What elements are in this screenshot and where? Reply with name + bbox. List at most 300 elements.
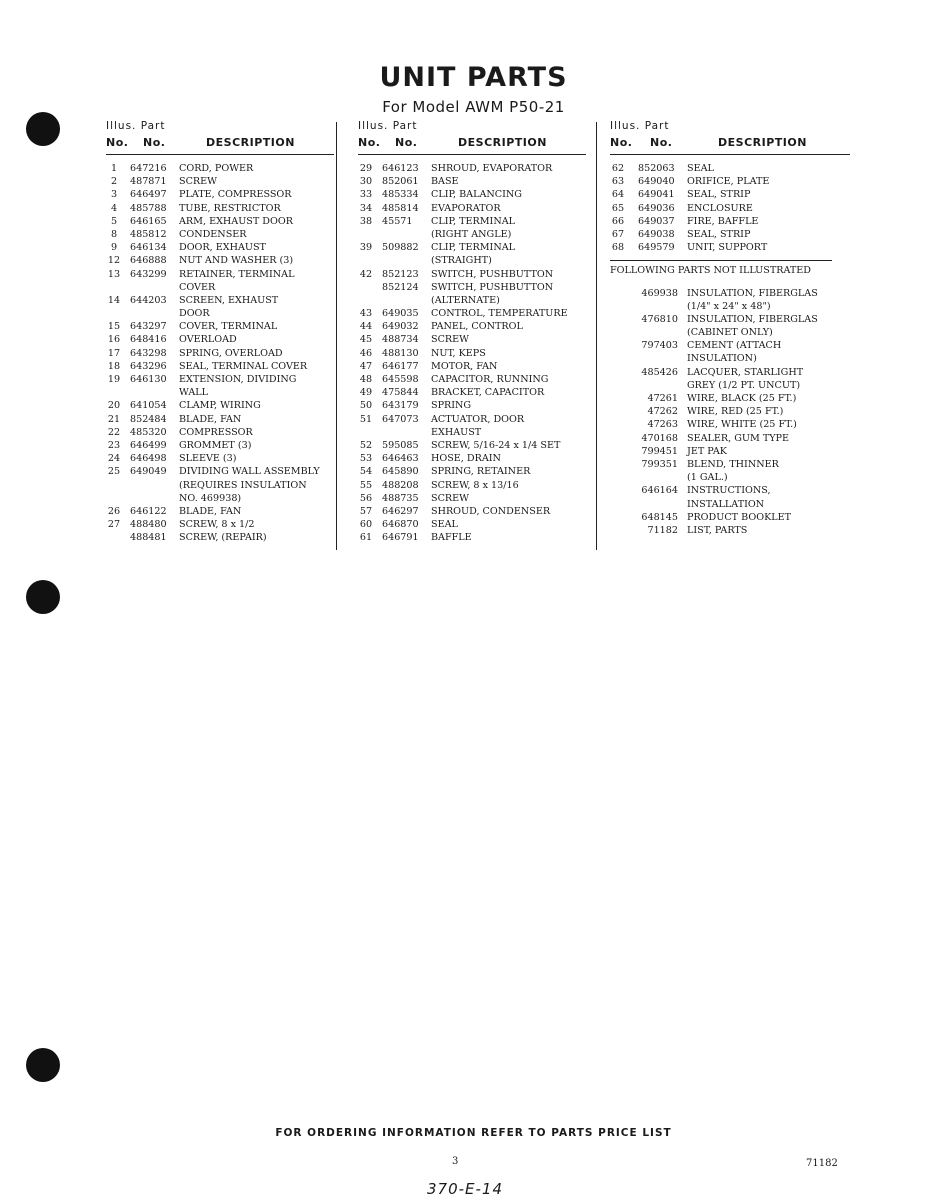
description: JET PAK (687, 445, 727, 457)
description: INSULATION, FIBERGLAS (687, 287, 818, 299)
binder-hole-bottom (26, 1048, 60, 1082)
parts-row (358, 241, 586, 254)
part-no: 488480 (130, 519, 167, 531)
illus-no: 39 (359, 242, 373, 254)
illus-no: 55 (359, 479, 373, 491)
parts-row (106, 452, 334, 465)
description: INSTALLATION (687, 498, 765, 510)
parts-row (358, 307, 586, 320)
description: SEAL, TERMINAL COVER (179, 360, 308, 372)
header-description: DESCRIPTION (206, 136, 295, 149)
description: (ALTERNATE) (431, 294, 500, 306)
header-description: DESCRIPTION (718, 136, 807, 149)
parts-row (358, 175, 586, 188)
illus-no: 56 (359, 492, 373, 504)
illus-no: 51 (359, 413, 373, 425)
part-no: 485320 (130, 426, 167, 438)
part-no: 649579 (638, 242, 675, 254)
parts-row (358, 439, 586, 452)
illus-no: 38 (359, 215, 373, 227)
parts-row (106, 254, 334, 267)
part-no: 643298 (130, 347, 167, 359)
parts-row (106, 268, 334, 281)
part-no: 852063 (638, 163, 675, 174)
column-header (610, 120, 850, 154)
parts-row (358, 399, 586, 412)
parts-row (106, 175, 334, 188)
description: GROMMET (3) (179, 439, 252, 451)
parts-row (610, 215, 850, 228)
parts-column-1 (106, 120, 334, 544)
description: OVERLOAD (179, 334, 237, 346)
parts-list (358, 162, 586, 544)
header-part-no: No. (395, 136, 418, 149)
description: SCREW, 8 x 13/16 (431, 479, 519, 491)
part-no: 646164 (641, 485, 678, 497)
column-divider-2 (596, 122, 597, 550)
description: BLADE, FAN (179, 505, 242, 517)
illus-no: 26 (107, 505, 121, 517)
illus-no: 66 (611, 215, 625, 227)
parts-row (358, 505, 586, 518)
not-illustrated-row (610, 287, 850, 300)
description: SHROUD, CONDENSER (431, 505, 551, 517)
part-no: 47262 (647, 406, 678, 418)
description: (STRAIGHT) (431, 255, 492, 267)
header-part-no: No. (650, 136, 673, 149)
description: PLATE, COMPRESSOR (179, 189, 292, 201)
part-no: 485814 (382, 202, 419, 214)
header-rule (106, 154, 334, 155)
description: INSULATION, FIBERGLAS (687, 313, 818, 325)
description: SLEEVE (3) (179, 453, 237, 465)
parts-row (358, 162, 586, 175)
part-no: 488208 (382, 479, 419, 491)
section-divider (610, 260, 832, 261)
description: SPRING, OVERLOAD (179, 347, 283, 359)
parts-row (106, 333, 334, 346)
description: NO. 469938) (179, 492, 242, 504)
parts-row (610, 241, 850, 254)
parts-row (610, 175, 850, 188)
illus-no: 18 (107, 360, 121, 372)
parts-row (106, 281, 334, 294)
part-no: 485426 (641, 366, 678, 378)
not-illustrated-row (610, 524, 850, 537)
parts-row (358, 333, 586, 346)
part-no: 649032 (382, 321, 419, 333)
illus-no: 2 (110, 176, 118, 188)
handwritten-note: 370-E-14 (427, 1180, 504, 1198)
part-no: 852061 (382, 176, 419, 188)
description: CONTROL, TEMPERATURE (431, 308, 568, 320)
part-no: 649035 (382, 308, 419, 320)
description: BASE (431, 176, 459, 188)
not-illustrated-heading: FOLLOWING PARTS NOT ILLUSTRATED (610, 265, 811, 277)
part-no: 649038 (638, 228, 675, 240)
description: WIRE, WHITE (25 FT.) (687, 419, 797, 431)
illus-no: 29 (359, 163, 373, 174)
illus-no: 33 (359, 189, 373, 201)
part-no: 799351 (641, 458, 678, 470)
part-no: 646499 (130, 439, 167, 451)
description: ORIFICE, PLATE (687, 176, 770, 188)
part-no: 488734 (382, 334, 419, 346)
illus-no: 3 (110, 189, 118, 201)
not-illustrated-row (610, 498, 850, 511)
parts-row (358, 413, 586, 426)
parts-row (106, 162, 334, 175)
parts-row (358, 452, 586, 465)
parts-row (106, 188, 334, 201)
page-number: 3 (452, 1156, 459, 1167)
parts-row (358, 465, 586, 478)
parts-row (106, 307, 334, 320)
not-illustrated-row (610, 418, 850, 431)
illus-no: 12 (107, 255, 121, 267)
not-illustrated-row (610, 458, 850, 471)
part-no: 646870 (382, 519, 419, 531)
parts-row (358, 347, 586, 360)
part-no: 649049 (130, 466, 167, 478)
part-no: 488130 (382, 347, 419, 359)
description: BLEND, THINNER (687, 458, 779, 470)
part-no: 45571 (382, 215, 413, 227)
description: BRACKET, CAPACITOR (431, 387, 545, 399)
description: LIST, PARTS (687, 524, 748, 536)
description: SCREW (431, 492, 470, 504)
description: EVAPORATOR (431, 202, 501, 214)
description: (REQUIRES INSULATION (179, 479, 307, 491)
part-no: 470168 (641, 432, 678, 444)
illus-no: 8 (110, 228, 118, 240)
parts-row (358, 294, 586, 307)
part-no: 649040 (638, 176, 675, 188)
part-no: 649036 (638, 202, 675, 214)
illus-no: 53 (359, 453, 373, 465)
parts-row (358, 281, 586, 294)
description: EXTENSION, DIVIDING (179, 374, 297, 385)
illus-no: 62 (611, 163, 625, 174)
description: FIRE, BAFFLE (687, 215, 759, 227)
illus-no: 24 (107, 453, 121, 465)
illus-no: 15 (107, 321, 121, 333)
part-no: 509882 (382, 242, 419, 254)
illus-no: 44 (359, 321, 373, 333)
description: SEAL (431, 519, 458, 531)
illus-no: 42 (359, 268, 373, 280)
description: RETAINER, TERMINAL (179, 268, 295, 280)
description: SEAL, STRIP (687, 189, 751, 201)
description: DOOR (179, 308, 210, 320)
description: (1/4" x 24" x 48") (687, 300, 771, 312)
column-header (358, 120, 586, 154)
parts-row (106, 228, 334, 241)
parts-row (358, 492, 586, 505)
part-no: 645890 (382, 466, 419, 478)
part-no: 646177 (382, 360, 419, 372)
parts-row (358, 188, 586, 201)
header-part-no: No. (143, 136, 166, 149)
illus-no: 50 (359, 400, 373, 412)
parts-row (106, 531, 334, 544)
description: SEALER, GUM TYPE (687, 432, 790, 444)
description: SWITCH, PUSHBUTTON (431, 268, 554, 280)
illus-no: 54 (359, 466, 373, 478)
parts-list (610, 162, 850, 254)
part-no: 644203 (130, 294, 167, 306)
parts-row (106, 518, 334, 531)
illus-no: 48 (359, 374, 373, 385)
illus-no: 47 (359, 360, 373, 372)
not-illustrated-list (610, 287, 850, 538)
description: HOSE, DRAIN (431, 453, 501, 465)
part-no: 852124 (382, 281, 419, 293)
illus-no: 13 (107, 268, 121, 280)
illus-no: 4 (110, 202, 118, 214)
description: CLAMP, WIRING (179, 400, 261, 412)
part-no: 643296 (130, 360, 167, 372)
description: COMPRESSOR (179, 426, 253, 438)
parts-row (610, 228, 850, 241)
illus-no: 43 (359, 308, 373, 320)
not-illustrated-row (610, 445, 850, 458)
illus-no: 34 (359, 202, 373, 214)
parts-row (358, 215, 586, 228)
parts-row (106, 479, 334, 492)
description: INSULATION) (687, 353, 757, 365)
description: BAFFLE (431, 532, 472, 544)
part-no: 797403 (641, 340, 678, 352)
part-no: 485334 (382, 189, 419, 201)
part-no: 647216 (130, 163, 167, 174)
description: CONDENSER (179, 228, 247, 240)
description: DIVIDING WALL ASSEMBLY (179, 466, 320, 478)
parts-row (106, 439, 334, 452)
not-illustrated-row (610, 366, 850, 379)
parts-column-2 (358, 120, 586, 544)
not-illustrated-row (610, 471, 850, 484)
part-no: 595085 (382, 439, 419, 451)
binder-hole-top (26, 112, 60, 146)
part-no: 648145 (641, 511, 678, 523)
header-illus-part: Illus. Part (610, 120, 670, 132)
description: ARM, EXHAUST DOOR (179, 215, 293, 227)
part-no: 852123 (382, 268, 419, 280)
description: ACTUATOR, DOOR (431, 413, 525, 425)
parts-row (358, 386, 586, 399)
illus-no: 61 (359, 532, 373, 544)
parts-row (106, 202, 334, 215)
not-illustrated-row (610, 300, 850, 313)
parts-row (106, 505, 334, 518)
illus-no: 67 (611, 228, 625, 240)
ordering-footer: FOR ORDERING INFORMATION REFER TO PARTS PRICE LIST (275, 1127, 672, 1139)
illus-no: 68 (611, 242, 625, 254)
parts-row (106, 347, 334, 360)
part-no: 649037 (638, 215, 675, 227)
part-no: 646498 (130, 453, 167, 465)
description: (CABINET ONLY) (687, 327, 773, 339)
description: SCREW (179, 176, 218, 188)
description: NUT, KEPS (431, 347, 486, 359)
description: SEAL, STRIP (687, 228, 751, 240)
illus-no: 14 (107, 294, 121, 306)
part-no: 488481 (130, 532, 167, 544)
illus-no: 27 (107, 519, 121, 531)
parts-row (106, 320, 334, 333)
description: GREY (1/2 PT. UNCUT) (687, 379, 801, 391)
column-header (106, 120, 334, 154)
part-no: 475844 (382, 387, 419, 399)
illus-no: 17 (107, 347, 121, 359)
not-illustrated-row (610, 379, 850, 392)
illus-no: 21 (107, 413, 121, 425)
header-rule (610, 154, 850, 155)
description: INSTRUCTIONS, (687, 485, 771, 497)
description: CEMENT (ATTACH (687, 340, 782, 352)
illus-no: 9 (110, 242, 118, 254)
illus-no: 30 (359, 176, 373, 188)
parts-row (358, 268, 586, 281)
part-no: 485812 (130, 228, 167, 240)
description: CAPACITOR, RUNNING (431, 374, 549, 385)
part-no: 646122 (130, 505, 167, 517)
parts-row (106, 413, 334, 426)
description: TUBE, RESTRICTOR (179, 202, 281, 214)
description: CLIP, TERMINAL (431, 242, 516, 254)
part-no: 643297 (130, 321, 167, 333)
part-no: 47263 (647, 419, 678, 431)
parts-row (358, 360, 586, 373)
not-illustrated-row (610, 511, 850, 524)
part-no: 646130 (130, 374, 167, 385)
binder-hole-middle (26, 580, 60, 614)
illus-no: 5 (110, 215, 118, 227)
description: CLIP, TERMINAL (431, 215, 516, 227)
not-illustrated-row (610, 484, 850, 497)
parts-row (358, 254, 586, 267)
illus-no: 45 (359, 334, 373, 346)
description: SWITCH, PUSHBUTTON (431, 281, 554, 293)
parts-row (610, 188, 850, 201)
description: LACQUER, STARLIGHT (687, 366, 804, 378)
description: MOTOR, FAN (431, 360, 498, 372)
part-no: 643179 (382, 400, 419, 412)
header-no: No. (106, 136, 129, 149)
part-no: 646888 (130, 255, 167, 267)
part-no: 646497 (130, 189, 167, 201)
illus-no: 63 (611, 176, 625, 188)
parts-row (358, 426, 586, 439)
part-no: 646297 (382, 505, 419, 517)
header-description: DESCRIPTION (458, 136, 547, 149)
parts-row (610, 202, 850, 215)
description: WIRE, BLACK (25 FT.) (687, 393, 797, 405)
description: (1 GAL.) (687, 472, 728, 484)
illus-no: 23 (107, 439, 121, 451)
illus-no: 46 (359, 347, 373, 359)
not-illustrated-row (610, 326, 850, 339)
parts-row (106, 465, 334, 478)
part-no: 476810 (641, 313, 678, 325)
parts-row (358, 373, 586, 386)
description: COVER (179, 281, 216, 293)
parts-row (106, 241, 334, 254)
header-no: No. (358, 136, 381, 149)
description: SEAL (687, 163, 714, 174)
illus-no: 1 (110, 163, 118, 174)
part-no: 643299 (130, 268, 167, 280)
description: SCREW, (REPAIR) (179, 532, 267, 544)
not-illustrated-row (610, 313, 850, 326)
parts-row (106, 426, 334, 439)
not-illustrated-row (610, 352, 850, 365)
part-no: 647073 (382, 413, 419, 425)
page-subtitle: For Model AWM P50-21 (382, 98, 565, 116)
illus-no: 52 (359, 439, 373, 451)
parts-list (106, 162, 334, 544)
parts-row (358, 202, 586, 215)
part-no: 646463 (382, 453, 419, 465)
part-no: 47261 (647, 393, 678, 405)
parts-row (106, 386, 334, 399)
part-no: 71182 (647, 524, 678, 536)
part-no: 469938 (641, 287, 678, 299)
description: SCREW (431, 334, 470, 346)
part-no: 646123 (382, 163, 419, 174)
description: DOOR, EXHAUST (179, 242, 266, 254)
document-number: 71182 (806, 1158, 838, 1169)
part-no: 488735 (382, 492, 419, 504)
part-no: 648416 (130, 334, 167, 346)
page-title: UNIT PARTS (379, 62, 568, 93)
parts-row (106, 360, 334, 373)
description: (RIGHT ANGLE) (431, 228, 512, 240)
parts-row (358, 531, 586, 544)
parts-row (358, 518, 586, 531)
illus-no: 25 (107, 466, 121, 478)
parts-row (106, 215, 334, 228)
description: CLIP, BALANCING (431, 189, 522, 201)
header-illus-part: Illus. Part (358, 120, 418, 132)
description: UNIT, SUPPORT (687, 242, 768, 254)
illus-no: 22 (107, 426, 121, 438)
part-no: 487871 (130, 176, 167, 188)
description: WIRE, RED (25 FT.) (687, 406, 784, 418)
parts-row (106, 399, 334, 412)
description: NUT AND WASHER (3) (179, 255, 294, 267)
header-illus-part: Illus. Part (106, 120, 166, 132)
description: WALL (179, 387, 209, 399)
description: ENCLOSURE (687, 202, 753, 214)
parts-row (358, 228, 586, 241)
part-no: 646134 (130, 242, 167, 254)
part-no: 645598 (382, 374, 419, 385)
part-no: 852484 (130, 413, 167, 425)
part-no: 646791 (382, 532, 419, 544)
part-no: 799451 (641, 445, 678, 457)
part-no: 649041 (638, 189, 675, 201)
description: PRODUCT BOOKLET (687, 511, 792, 523)
not-illustrated-row (610, 339, 850, 352)
description: CORD, POWER (179, 163, 254, 174)
not-illustrated-row (610, 392, 850, 405)
description: PANEL, CONTROL (431, 321, 523, 333)
illus-no: 57 (359, 505, 373, 517)
part-no: 485788 (130, 202, 167, 214)
parts-row (106, 373, 334, 386)
